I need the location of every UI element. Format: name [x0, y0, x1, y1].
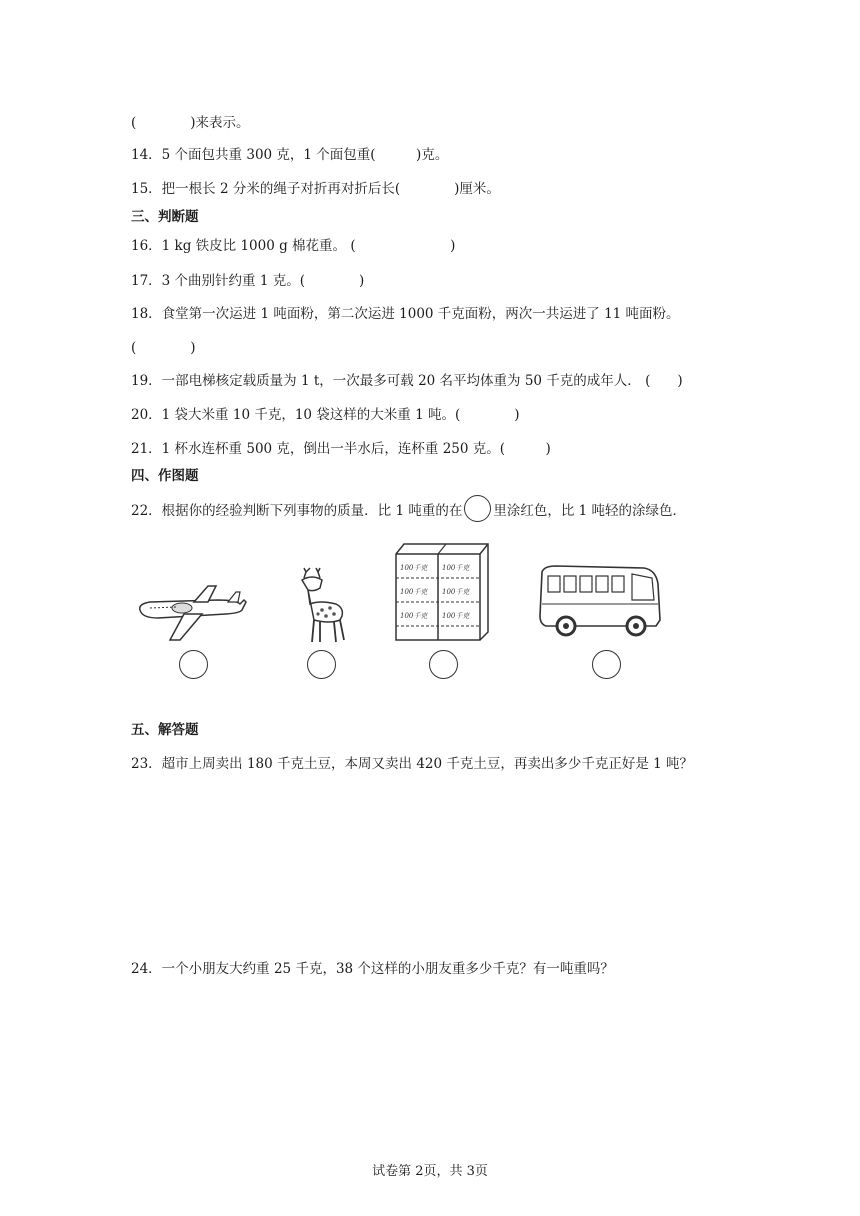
question-21: 21．1 杯水连杯重 500 克，倒出一半水后，连杯重 250 克。( ) — [131, 441, 551, 457]
question-18-paren: ( ) — [131, 340, 196, 356]
question-24: 24．一个小朋友大约重 25 千克，38 个这样的小朋友重多少千克？有一吨重吗？ — [131, 961, 614, 977]
page-footer: 试卷第 2页，共 3页 — [372, 1164, 488, 1179]
question-18: 18．食堂第一次运进 1 吨面粉，第二次运进 1000 千克面粉，两次一共运进了 11 吨面粉。 — [131, 306, 680, 322]
circle-icon — [464, 495, 491, 522]
q13-tail: ( )来表示。 — [131, 115, 250, 131]
box-label: 100千克 — [442, 588, 470, 596]
question-22-text-a: 22．根据你的经验判断下列事物的质量．比 1 吨重的在 — [131, 503, 463, 519]
section-4-title: 四、作图题 — [131, 468, 199, 484]
answer-circle-airplane[interactable] — [179, 650, 208, 679]
box-label: 100千克 — [442, 564, 470, 572]
section-5-title: 五、解答题 — [131, 722, 199, 738]
section-3-title: 三、判断题 — [131, 209, 199, 225]
bus-icon — [536, 560, 664, 642]
question-16: 16．1 kg 铁皮比 1000 g 棉花重。 ( ) — [131, 238, 456, 254]
answer-circle-deer[interactable] — [307, 650, 336, 679]
answer-circle-boxes[interactable] — [429, 650, 458, 679]
box-label: 100千克 — [400, 612, 428, 620]
question-15: 15．把一根长 2 分米的绳子对折再对折后长( )厘米。 — [131, 181, 500, 197]
question-14: 14．5 个面包共重 300 克，1 个面包重( )克。 — [131, 147, 449, 163]
box-label: 100千克 — [400, 588, 428, 596]
question-23: 23．超市上周卖出 180 千克土豆，本周又卖出 420 千克土豆，再卖出多少千克正好是 1 吨？ — [131, 756, 694, 772]
question-22 — [131, 501, 686, 522]
deer-icon — [290, 566, 350, 646]
answer-circle-bus[interactable] — [592, 650, 621, 679]
box-label: 100千克 — [400, 564, 428, 572]
airplane-icon — [136, 580, 248, 648]
question-22-text-b: 里涂红色，比 1 吨轻的涂绿色． — [493, 503, 687, 519]
box-label: 100千克 — [442, 612, 470, 620]
question-20: 20．1 袋大米重 10 千克，10 袋这样的大米重 1 吨。( ) — [131, 407, 520, 423]
question-19: 19．一部电梯核定载质量为 1 t，一次最多可载 20 名平均体重为 50 千克的成年人． ( ) — [131, 373, 683, 389]
boxes-icon — [392, 540, 492, 644]
question-17: 17．3 个曲别针约重 1 克。( ) — [131, 273, 365, 289]
